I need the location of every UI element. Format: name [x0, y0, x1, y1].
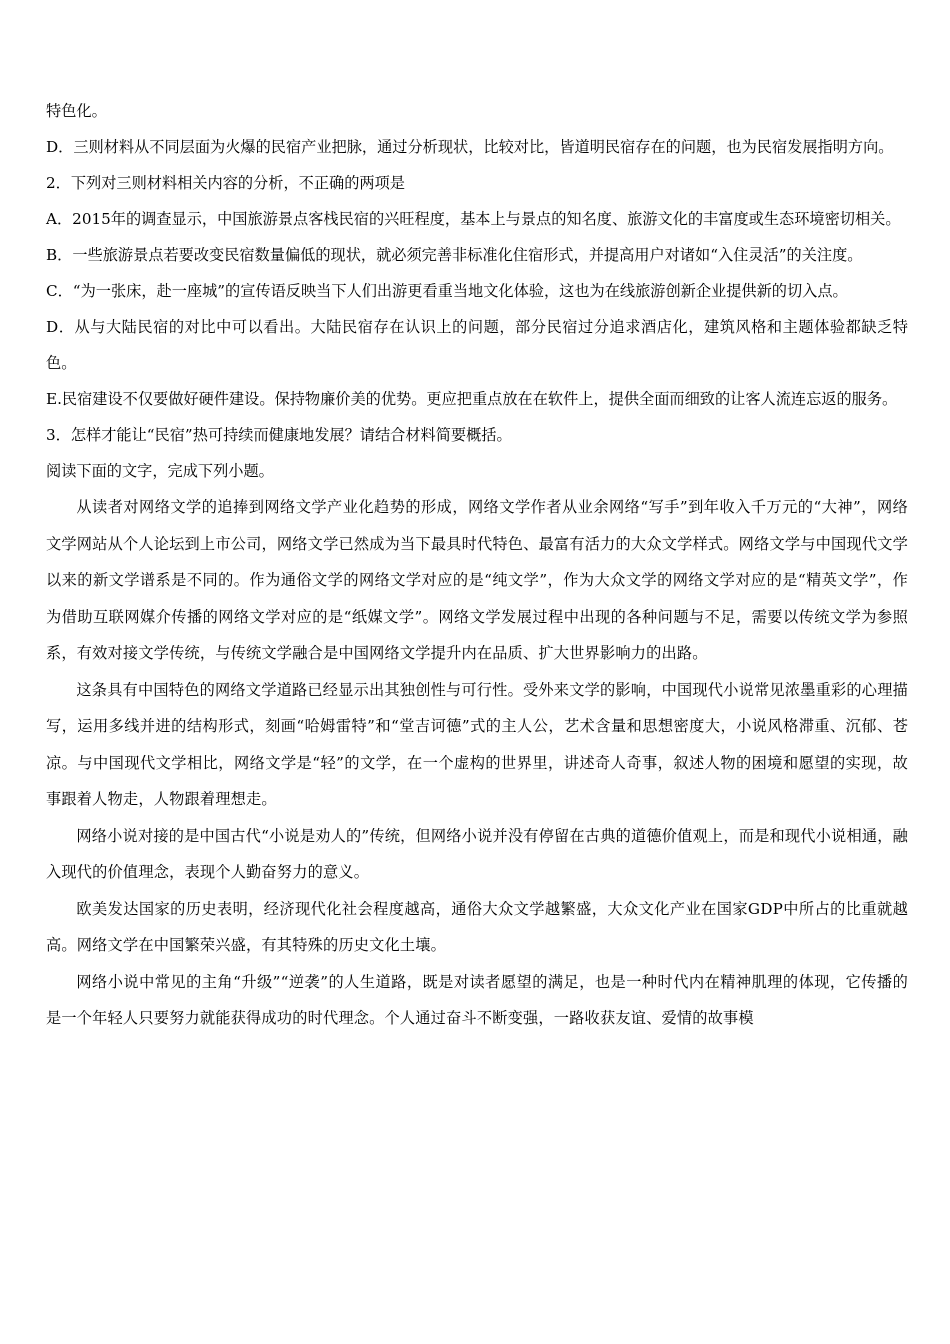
q2-option-a: A．2015年的调查显示，中国旅游景点客栈民宿的兴旺程度，基本上与景点的知名度、旅游文化的丰富度或生态环境密切相关。: [46, 210, 901, 228]
passage-paragraph: 这条具有中国特色的网络文学道路已经显示出其独创性与可行性。受外来文学的影响，中国现代小说常见浓墨重彩的心理描写，运用多线并进的结构形式，刻画“哈姆雷特”和“堂吉诃德”式的主人公，艺术含量和思想密度大，小说风格滞重、沉郁、苍凉。与中国现代文学相比，网络文学是“轻”的文学，在一个虚构的世界里，讲述奇人奇事，叙述人物的困境和愿望的实现，故事跟着人物走，人物跟着理想走。: [46, 680, 908, 808]
reading-passage: [46, 489, 908, 1037]
document-page: [46, 93, 908, 1037]
q3-stem: 3．怎样才能让“民宿”热可持续而健康地发展？请结合材料简要概括。: [46, 426, 512, 444]
q2-stem: 2．下列对三则材料相关内容的分析，不正确的两项是: [46, 174, 405, 192]
reading-instruction: 阅读下面的文字，完成下列小题。: [46, 462, 274, 480]
passage-paragraph: 网络小说中常见的主角“升级”“逆袭”的人生道路，既是对读者愿望的满足，也是一种时代内在精神肌理的体现，它传播的是一个年轻人只要努力就能获得成功的时代理念。个人通过奋斗不断变强，一路收获友谊、爱情的故事模: [46, 972, 908, 1027]
passage-paragraph: 网络小说对接的是中国古代“小说是劝人的”传统，但网络小说并没有停留在古典的道德价值观上，而是和现代小说相通，融入现代的价值理念，表现个人勤奋努力的意义。: [46, 826, 908, 881]
q2-option-c: C．“为一张床，赴一座城”的宣传语反映当下人们出游更看重当地文化体验，这也为在线旅游创新企业提供新的切入点。: [46, 282, 848, 300]
q2-option-e: E.民宿建设不仅要做好硬件建设。保持物廉价美的优势。更应把重点放在在软件上，提供全面而细致的让客人流连忘返的服务。: [46, 390, 898, 408]
q2-option-b: B．一些旅游景点若要改变民宿数量偏低的现状，就必须完善非标准化住宿形式，并提高用户对诸如“入住灵活”的关注度。: [46, 246, 863, 264]
q1-tail: 特色化。: [46, 102, 107, 120]
q1-option-d: D．三则材料从不同层面为火爆的民宿产业把脉，通过分析现状，比较对比，皆道明民宿存在的问题，也为民宿发展指明方向。: [46, 138, 894, 156]
q2-option-d: D．从与大陆民宿的对比中可以看出。大陆民宿存在认识上的问题，部分民宿过分追求酒店化，建筑风格和主题体验都缺乏特色。: [46, 318, 908, 372]
passage-paragraph: 欧美发达国家的历史表明，经济现代化社会程度越高，通俗大众文学越繁盛，大众文化产业在国家GDP中所占的比重就越高。网络文学在中国繁荣兴盛，有其特殊的历史文化土壤。: [46, 899, 908, 954]
passage-paragraph: 从读者对网络文学的追捧到网络文学产业化趋势的形成，网络文学作者从业余网络“写手”到年收入千万元的“大神”，网络文学网站从个人论坛到上市公司，网络文学已然成为当下最具时代特色、最富有活力的大众文学样式。网络文学与中国现代文学以来的新文学谱系是不同的。作为通俗文学的网络文学对应的是“纯文学”，作为大众文学的网络文学对应的是“精英文学”，作为借助互联网媒介传播的网络文学对应的是“纸媒文学”。网络文学发展过程中出现的各种问题与不足，需要以传统文学为参照系，有效对接文学传统，与传统文学融合是中国网络文学提升内在品质、扩大世界影响力的出路。: [46, 498, 908, 662]
